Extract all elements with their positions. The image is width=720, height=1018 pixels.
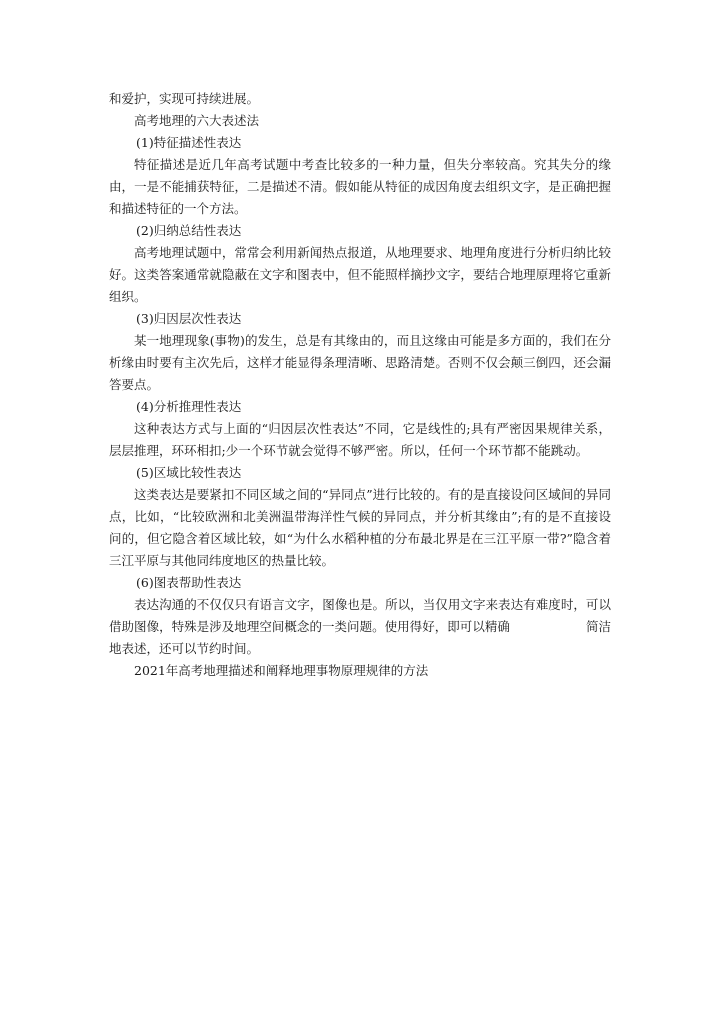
item4-heading: (4)分析推理性表达 [136, 399, 242, 414]
item6-body [109, 594, 611, 660]
closing-title: 2021年高考地理描述和阐释地理事物原理规律的方法 [134, 663, 429, 678]
item1-heading: (1)特征描述性表达 [136, 135, 242, 150]
item6-body-part1: 表达沟通的不仅仅只有语言文字，图像也是。所以，当仅用文字来表达有难度时，可以借助图像，特殊是涉及地理空间概念的一类问题。使用得好，即可以精确 [109, 597, 611, 634]
item5-body: 这类表达是要紧扣不同区域之间的“异同点”进行比较的。有的是直接设问区域间的异同点，比如，“比较欧洲和北美洲温带海洋性气候的异同点，并分析其缘由”;有的是不直接设问的，但它隐含着区域比较，如“为什么水稻种植的分布最北界是在三江平原一带?”隐含着三江平原与其他同纬度地区的热量比较。 [109, 487, 611, 568]
item5-heading: (5)区域比较性表达 [136, 465, 242, 480]
item3-heading: (3)归因层次性表达 [136, 311, 242, 326]
item4-body: 这种表达方式与上面的“归因层次性表达”不同，它是线性的;具有严密因果规律关系，层层推理，环环相扣;少一个环节就会觉得不够严密。所以，任何一个环节都不能跳动。 [109, 421, 611, 458]
intro-continuation: 和爱护，实现可持续进展。 [109, 91, 260, 106]
item6-body-part2: 简洁地表述，还可以节约时间。 [109, 619, 611, 656]
item1-body: 特征描述是近几年高考试题中考查比较多的一种力量，但失分率较高。究其失分的缘由，一是不能捕获特征，二是描述不清。假如能从特征的成因角度去组织文字，是正确把握和描述特征的一个方法。 [109, 157, 611, 216]
item3-body: 某一地理现象(事物)的发生，总是有其缘由的，而且这缘由可能是多方面的，我们在分析缘由时要有主次先后，这样才能显得条理清晰、思路清楚。否则不仅会颠三倒四，还会漏答要点。 [109, 333, 611, 392]
section-title: 高考地理的六大表述法 [134, 113, 260, 128]
item6-heading: (6)图表帮助性表达 [136, 575, 242, 590]
item2-body: 高考地理试题中，常常会利用新闻热点报道，从地理要求、地理角度进行分析归纳比较好。这类答案通常就隐蔽在文字和图表中，但不能照样摘抄文字，要结合地理原理将它重新组织。 [109, 245, 611, 304]
item2-heading: (2)归纳总结性表达 [136, 223, 242, 238]
document-page [109, 88, 611, 682]
